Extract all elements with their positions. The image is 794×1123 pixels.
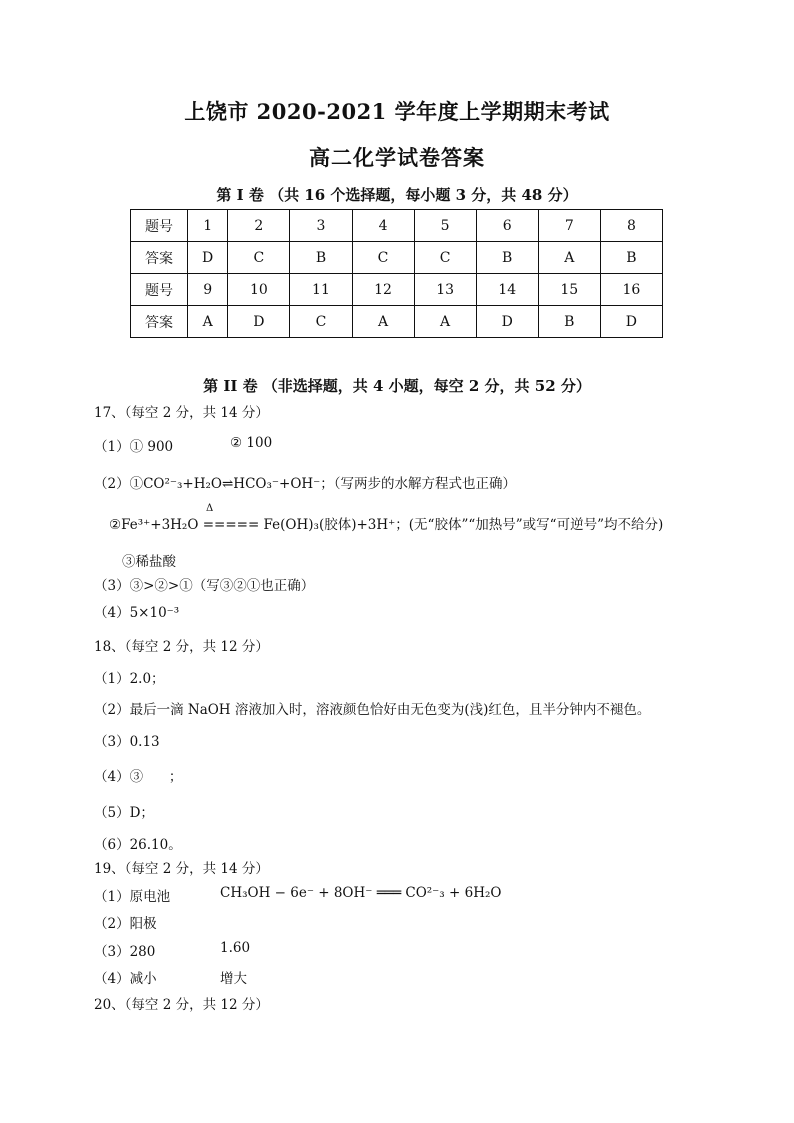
table-cell: B [290, 242, 352, 274]
table-cell: A [188, 306, 228, 338]
q17-heading: 17、（每空 2 分，共 14 分） [94, 405, 269, 421]
q19-part3-a: （3）280 [94, 944, 156, 960]
table-cell: 9 [188, 274, 228, 306]
q19-part3-b: 1.60 [220, 940, 251, 956]
row-label: 答案 [131, 306, 188, 338]
table-cell: B [476, 242, 538, 274]
table-cell: 16 [600, 274, 662, 306]
table-cell: A [538, 242, 600, 274]
document-subtitle: 高二化学试卷答案 [309, 145, 485, 170]
table-cell: 8 [600, 210, 662, 242]
table-cell: 6 [476, 210, 538, 242]
document-title: 上饶市 2020-2021 学年度上学期期末考试 [184, 99, 610, 124]
q17-part2-line3: ③稀盐酸 [122, 554, 176, 570]
q20-heading: 20、（每空 2 分，共 12 分） [94, 997, 269, 1013]
answer-table [130, 209, 663, 338]
table-cell: 3 [290, 210, 352, 242]
table-cell: 14 [476, 274, 538, 306]
q17-part2-line2: ②Fe³⁺+3H₂O ===== Fe(OH)₃(胶体)+3H⁺；(无“胶体”“加热号”或写“可逆号”均不给分) [109, 517, 664, 533]
table-cell: 2 [228, 210, 290, 242]
table-row-questions-2 [131, 274, 663, 306]
section1-heading: 第 I 卷 （共 16 个选择题，每小题 3 分，共 48 分） [216, 186, 578, 204]
table-cell: C [228, 242, 290, 274]
table-cell: 13 [414, 274, 476, 306]
table-cell: 1 [188, 210, 228, 242]
q18-part2: （2）最后一滴 NaOH 溶液加入时，溶液颜色恰好由无色变为(浅)红色，且半分钟内不褪色。 [94, 702, 651, 718]
q18-heading: 18、（每空 2 分，共 12 分） [94, 639, 269, 655]
table-cell: D [188, 242, 228, 274]
table-cell: 7 [538, 210, 600, 242]
table-cell: D [228, 306, 290, 338]
table-cell: A [352, 306, 414, 338]
table-row-answers-1 [131, 242, 663, 274]
row-label: 题号 [131, 274, 188, 306]
q18-part3: （3）0.13 [94, 734, 160, 750]
table-cell: D [476, 306, 538, 338]
q19-heading: 19、（每空 2 分，共 14 分） [94, 861, 269, 877]
table-cell: 15 [538, 274, 600, 306]
q17-part1-a: （1）① 900 [94, 439, 174, 455]
q17-part2-line1: （2）①CO²⁻₃+H₂O⇌HCO₃⁻+OH⁻；（写两步的水解方程式也正确） [94, 476, 517, 492]
table-cell: 12 [352, 274, 414, 306]
row-label: 题号 [131, 210, 188, 242]
table-cell: D [600, 306, 662, 338]
q19-part1-b: CH₃OH − 6e⁻ + 8OH⁻ ═══ CO²⁻₃ + 6H₂O [220, 885, 502, 901]
table-cell: 5 [414, 210, 476, 242]
q19-part4-b: 增大 [220, 971, 247, 987]
table-cell: B [538, 306, 600, 338]
q19-part2: （2）阳极 [94, 916, 157, 932]
table-row-answers-2 [131, 306, 663, 338]
row-label: 答案 [131, 242, 188, 274]
table-cell: C [290, 306, 352, 338]
table-cell: C [352, 242, 414, 274]
table-cell: 11 [290, 274, 352, 306]
table-cell: A [414, 306, 476, 338]
q17-part4: （4）5×10⁻³ [94, 605, 180, 621]
table-cell: B [600, 242, 662, 274]
table-cell: C [414, 242, 476, 274]
table-cell: 10 [228, 274, 290, 306]
q17-part3: （3）③>②>①（写③②①也正确） [94, 578, 315, 594]
q18-part5: （5）D； [94, 805, 154, 821]
q18-part4: （4）③ ； [94, 769, 183, 785]
q17-part1-b: ② 100 [230, 435, 273, 451]
q18-part1: （1）2.0； [94, 671, 165, 687]
q18-part6: （6）26.10。 [94, 837, 182, 853]
heat-symbol: Δ [206, 503, 214, 514]
table-row-questions-1 [131, 210, 663, 242]
table-cell: 4 [352, 210, 414, 242]
section2-heading: 第 II 卷 （非选择题，共 4 小题，每空 2 分，共 52 分） [203, 377, 591, 395]
q19-part4-a: （4）减小 [94, 971, 157, 987]
q19-part1-a: （1）原电池 [94, 889, 171, 905]
